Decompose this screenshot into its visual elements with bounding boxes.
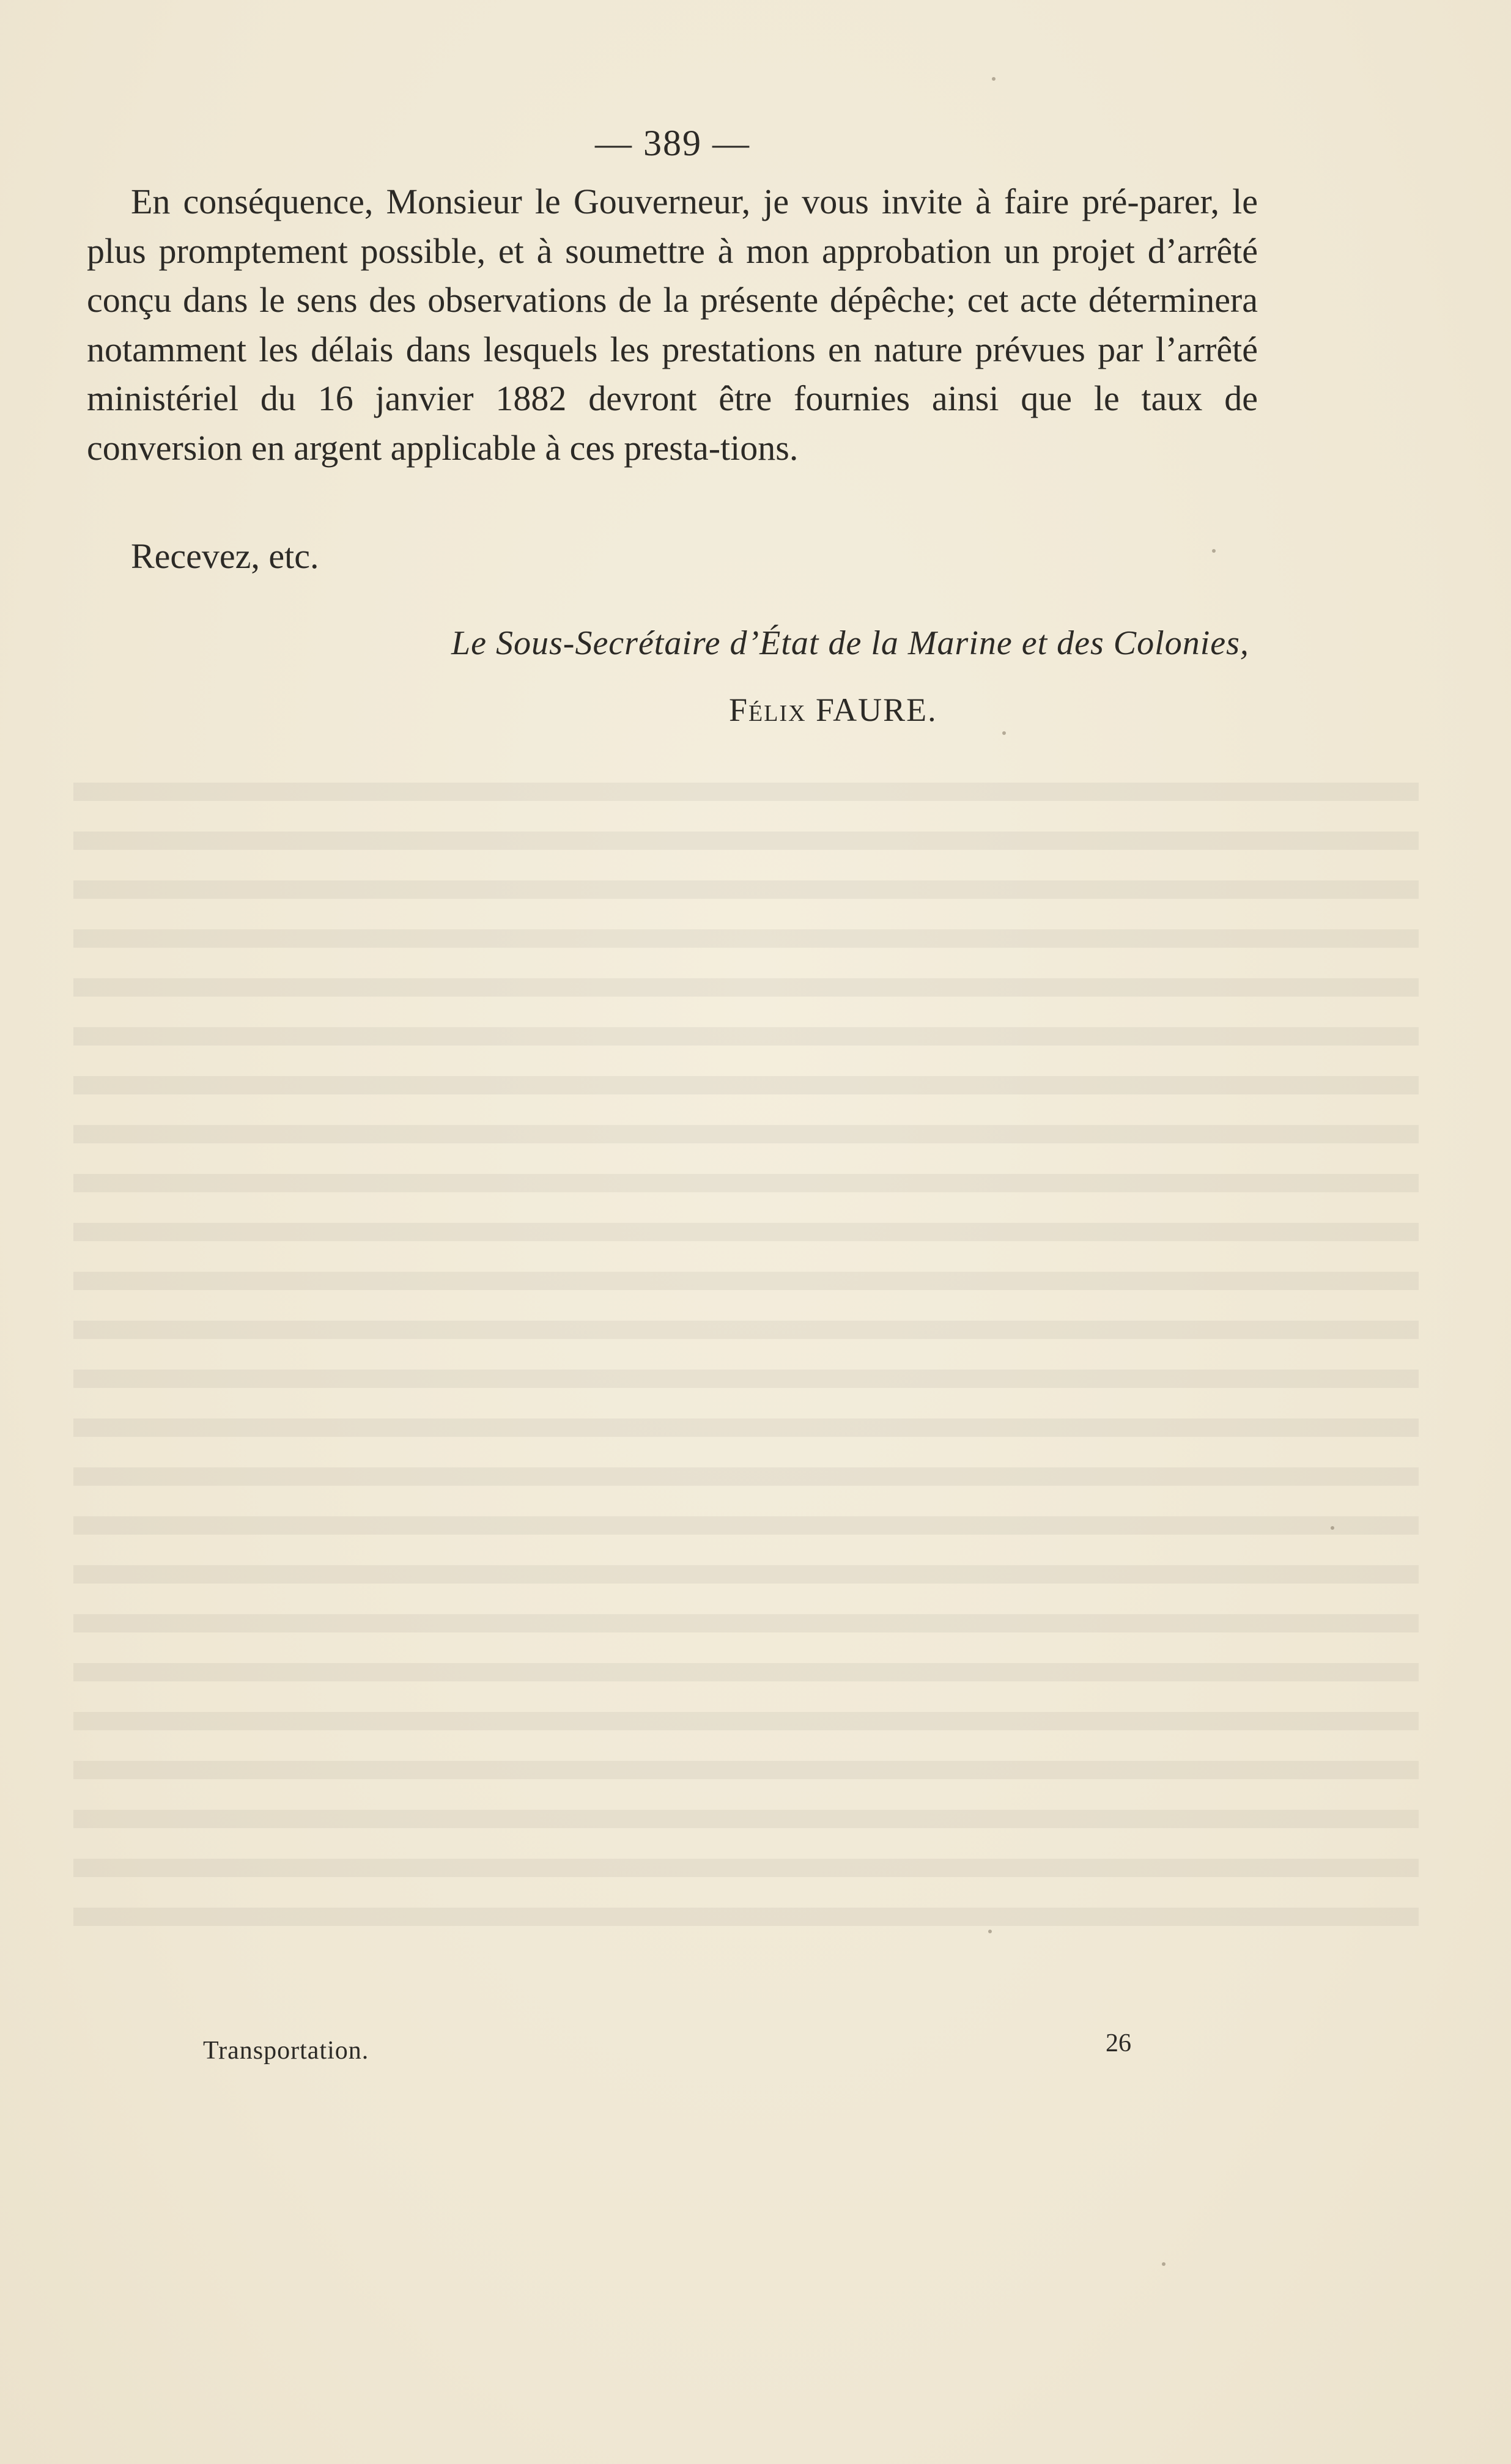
signatory-title: Le Sous-Secrétaire d’État de la Marine et des Colonies, bbox=[451, 624, 1249, 662]
footer-section-label: Transportation. bbox=[203, 2037, 369, 2065]
paper-speck bbox=[1162, 2262, 1166, 2266]
paper-speck bbox=[988, 1930, 992, 1933]
page-number: — 389 — bbox=[595, 123, 750, 163]
paragraph-text: En conséquence, Monsieur le Gouverneur, je vous invite à faire pré-parer, le plus promptement possible, et à soumettre à mon approbation un projet d’arrêté conçu dans le sens des observations de la présente dépêche; cet acte déterminera notamment les délais dans lesquels les prestations en nature prévues par l’arrêté ministériel du 16 janvier 1882 devront être fournies ainsi que le taux de conversion en argent applicable à ces presta-tions. bbox=[87, 182, 1258, 468]
closing-formula: Recevez, etc. bbox=[131, 536, 319, 576]
signature-mark: 26 bbox=[1106, 2029, 1131, 2057]
bleed-through-texture bbox=[73, 764, 1419, 1926]
paper-speck bbox=[1002, 731, 1006, 735]
paper-speck bbox=[1212, 549, 1216, 553]
body-paragraph bbox=[87, 177, 1258, 473]
signatory-name: Félix FAURE. bbox=[729, 692, 937, 728]
paper-speck bbox=[1331, 1526, 1334, 1530]
paper-speck bbox=[992, 77, 996, 81]
